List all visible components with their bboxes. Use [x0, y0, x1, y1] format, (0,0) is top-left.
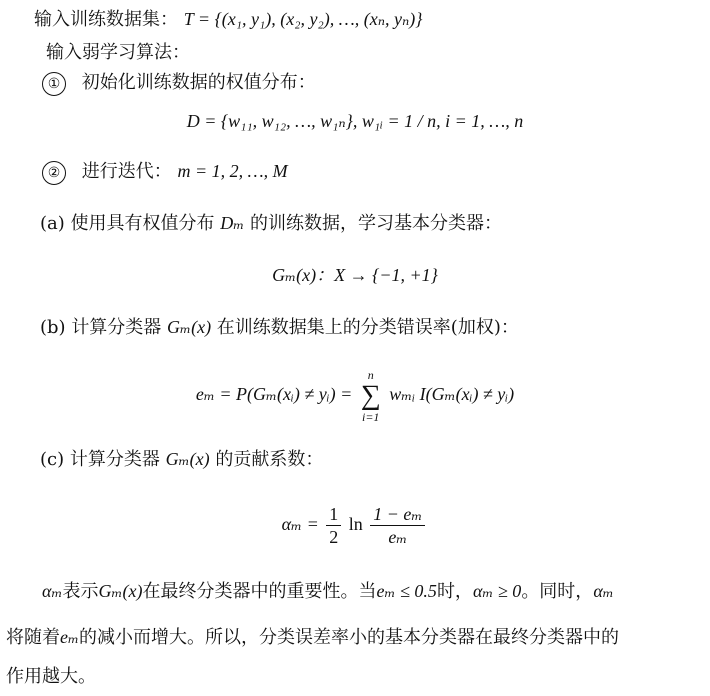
- G-formula: Gₘ(x)：X → {−1, +1}: [272, 265, 438, 285]
- step-a-text1: 使用具有权值分布: [70, 213, 215, 234]
- input-training-label: 输入训练数据集：: [34, 9, 178, 30]
- para-t1: 表示: [62, 581, 99, 602]
- paragraph-line-1: [42, 578, 614, 605]
- para2-t2: 的减小而增大。所以，分类误差率小的基本分类器在最终分类器中的: [79, 627, 620, 648]
- step-b-text2: 在训练数据集上的分类错误率(加权)：: [216, 317, 519, 338]
- step-c-text2: 的贡献系数：: [215, 449, 324, 470]
- step2-line: [42, 158, 288, 185]
- step-c-text1: 计算分类器: [69, 449, 160, 470]
- alpha-lhs: αₘ =: [281, 514, 319, 534]
- para-t3: 时，: [436, 581, 473, 602]
- step2-text: 进行迭代：: [81, 161, 172, 182]
- para-cond1: eₘ ≤ 0.5: [376, 581, 437, 601]
- step-a-text2: 的训练数据，学习基本分类器：: [250, 213, 503, 234]
- half-denominator: 2: [329, 527, 339, 548]
- error-lhs: eₘ = P(Gₘ(xᵢ) ≠ yᵢ) =: [195, 384, 353, 405]
- error-fraction-denominator: eₘ: [388, 527, 408, 548]
- step-a-label: (a): [40, 213, 65, 234]
- error-fraction: [370, 503, 425, 548]
- paragraph-line-3: 作用越大。: [6, 666, 96, 687]
- step-b-line: [40, 314, 519, 341]
- step1-number: ①: [42, 72, 66, 96]
- sum-lower: i=1: [361, 410, 380, 424]
- input-weak-label: 输入弱学习算法：: [46, 42, 190, 63]
- step1-line: [42, 70, 316, 96]
- input-training-line: [34, 6, 423, 33]
- step-b-label: (b): [40, 317, 66, 338]
- half-numerator: 1: [326, 503, 341, 526]
- step-a-Dm: Dₘ: [220, 213, 245, 233]
- para2-em: eₘ: [60, 627, 80, 647]
- half-fraction: [326, 503, 341, 548]
- step-c-line: [40, 446, 323, 473]
- error-fraction-numerator: 1 − eₘ: [370, 503, 425, 526]
- step-c-label: (c): [40, 449, 65, 470]
- sum-symbol: ∑: [360, 380, 381, 411]
- para-alpha: αₘ: [42, 581, 63, 601]
- para-alpha2: αₘ: [593, 581, 614, 601]
- para2-t1: 将随着: [6, 627, 60, 648]
- paragraph-line-2: [6, 624, 619, 651]
- para-t2: 在最终分类器中的重要性。当: [142, 581, 377, 602]
- D-formula: D = {w₁₁, w₁₂, …, w₁ₙ}, w₁ᵢ = 1 / n, i = 1, …, n: [186, 111, 524, 131]
- summation: [361, 368, 381, 424]
- step1-text: 初始化训练数据的权值分布：: [81, 72, 316, 93]
- step2-number: ②: [42, 161, 66, 185]
- step-c-Gm: Gₘ(x): [165, 449, 210, 469]
- error-formula: [0, 368, 710, 424]
- alpha-formula: [0, 496, 710, 552]
- error-rhs: wₘᵢ I(Gₘ(xᵢ) ≠ yᵢ): [389, 384, 515, 405]
- step-a-line: [40, 210, 502, 237]
- T-formula: T = {(x₁, y₁), (x₂, y₂), …, (xₙ, yₙ)}: [183, 9, 423, 29]
- para-Gm: Gₘ(x): [98, 581, 143, 601]
- para-t4: 。同时，: [521, 581, 594, 602]
- step-b-text1: 计算分类器: [71, 317, 162, 338]
- step-b-Gm: Gₘ(x): [167, 317, 212, 337]
- para-cond2: αₘ ≥ 0: [472, 581, 522, 601]
- sum-upper: n: [367, 368, 374, 382]
- ln-operator: ln: [348, 514, 363, 534]
- step2-formula: m = 1, 2, …, M: [177, 161, 288, 181]
